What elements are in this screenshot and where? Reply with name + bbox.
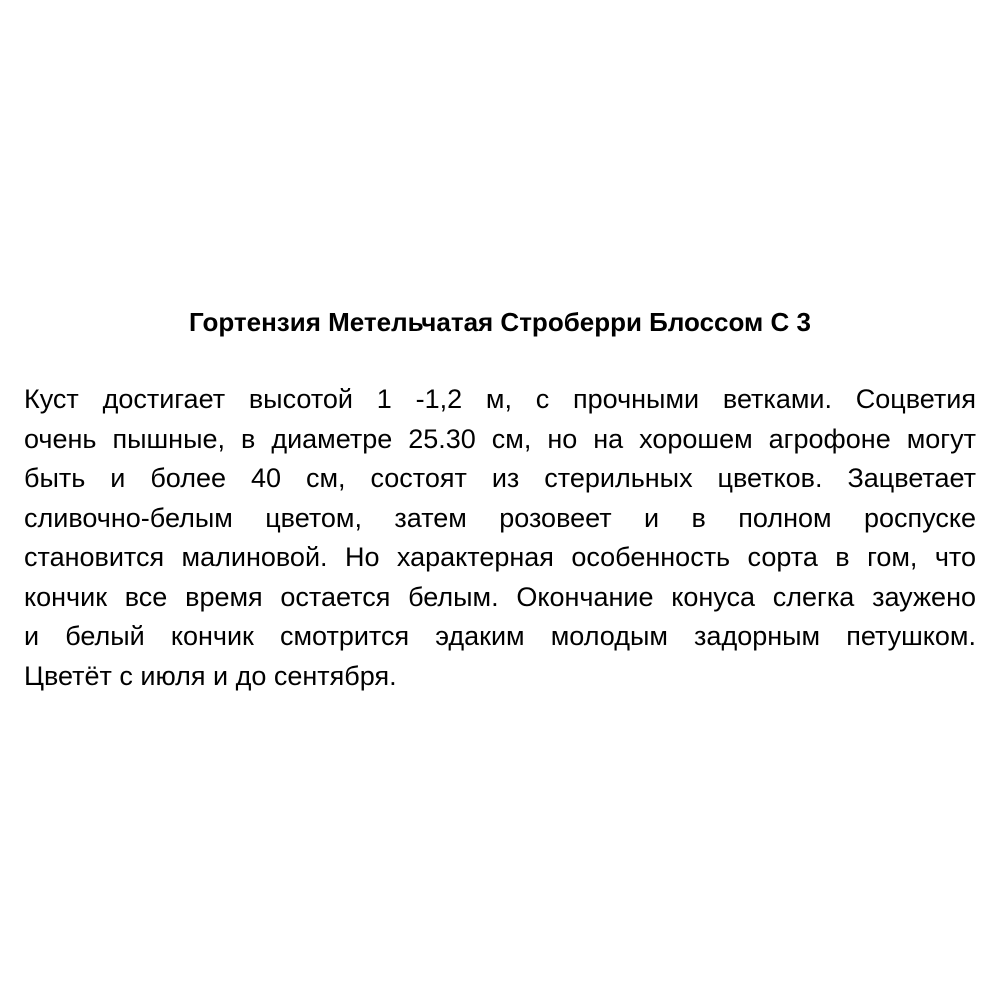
paragraph-line: сливочно-белым цветом, затем розовеет и в полном роспуске: [24, 502, 976, 533]
paragraph-line: кончик все время остается белым. Окончание конуса слегка заужено: [24, 581, 976, 612]
paragraph-line: Куст достигает высотой 1 -1,2 м, с прочными ветками. Соцветия: [24, 384, 976, 414]
paragraph-line: становится малиновой. Но характерная особенность сорта в гом, что: [24, 542, 976, 572]
paragraph-line: очень пышные, в диаметре 25.30 см, но на хорошем агрофоне могут: [24, 423, 976, 454]
document-title: Гортензия Метельчатая Строберри Блоссом С 3: [189, 307, 811, 337]
paragraph-line: Цветёт с июля и до сентября.: [24, 660, 397, 691]
paragraph-line: и белый кончик смотрится эдаким молодым задорным петушком.: [24, 621, 976, 651]
paragraph-line: быть и более 40 см, состоят из стерильных цветков. Зацветает: [24, 463, 976, 493]
description-paragraph: [24, 380, 976, 696]
